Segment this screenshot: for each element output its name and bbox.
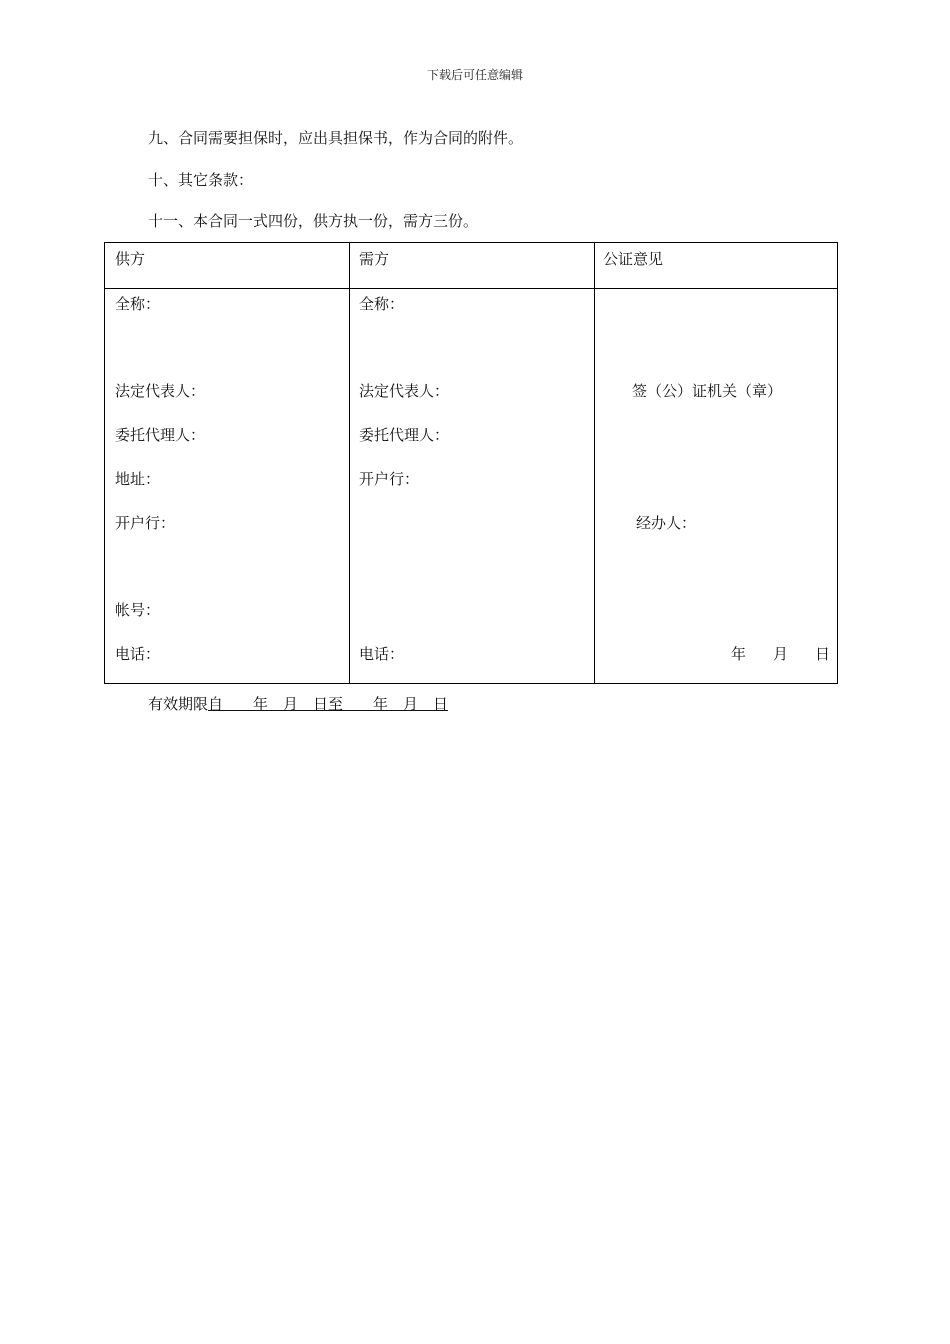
clause-10: 十、其它条款： bbox=[148, 171, 254, 189]
supplier-bank: 开户行： bbox=[115, 514, 176, 532]
notary-seal: 签（公）证机关（章） bbox=[632, 382, 783, 400]
clause-9: 九、合同需要担保时，应出具担保书，作为合同的附件。 bbox=[148, 129, 524, 147]
buyer-legal-rep: 法定代表人： bbox=[359, 382, 450, 400]
buyer-bank: 开户行： bbox=[359, 470, 420, 488]
buyer-agent: 委托代理人： bbox=[359, 426, 450, 444]
signature-table bbox=[104, 242, 838, 684]
notary-date-day: 日 bbox=[815, 645, 831, 663]
column-divider bbox=[594, 243, 595, 683]
header-buyer: 需方 bbox=[359, 250, 390, 268]
supplier-agent: 委托代理人： bbox=[115, 426, 206, 444]
supplier-account: 帐号： bbox=[115, 601, 161, 619]
header-row-divider bbox=[105, 288, 837, 289]
validity-period bbox=[148, 694, 448, 714]
supplier-address: 地址： bbox=[115, 470, 161, 488]
buyer-phone: 电话： bbox=[359, 645, 405, 663]
header-note: 下载后可任意编辑 bbox=[426, 68, 523, 82]
header-notary: 公证意见 bbox=[603, 250, 664, 268]
supplier-phone: 电话： bbox=[115, 645, 161, 663]
notary-handler: 经办人： bbox=[636, 514, 697, 532]
supplier-legal-rep: 法定代表人： bbox=[115, 382, 206, 400]
notary-date-month: 月 bbox=[773, 645, 789, 663]
supplier-full-name: 全称： bbox=[115, 295, 161, 313]
clause-11: 十一、本合同一式四份，供方执一份，需方三份。 bbox=[148, 212, 479, 230]
buyer-full-name: 全称： bbox=[359, 295, 405, 313]
validity-dates: 自 年 月 日至 年 月 日 bbox=[208, 695, 449, 713]
header-supplier: 供方 bbox=[115, 250, 146, 268]
notary-date-year: 年 bbox=[731, 645, 747, 663]
column-divider bbox=[349, 243, 350, 683]
validity-label: 有效期限 bbox=[148, 695, 209, 713]
